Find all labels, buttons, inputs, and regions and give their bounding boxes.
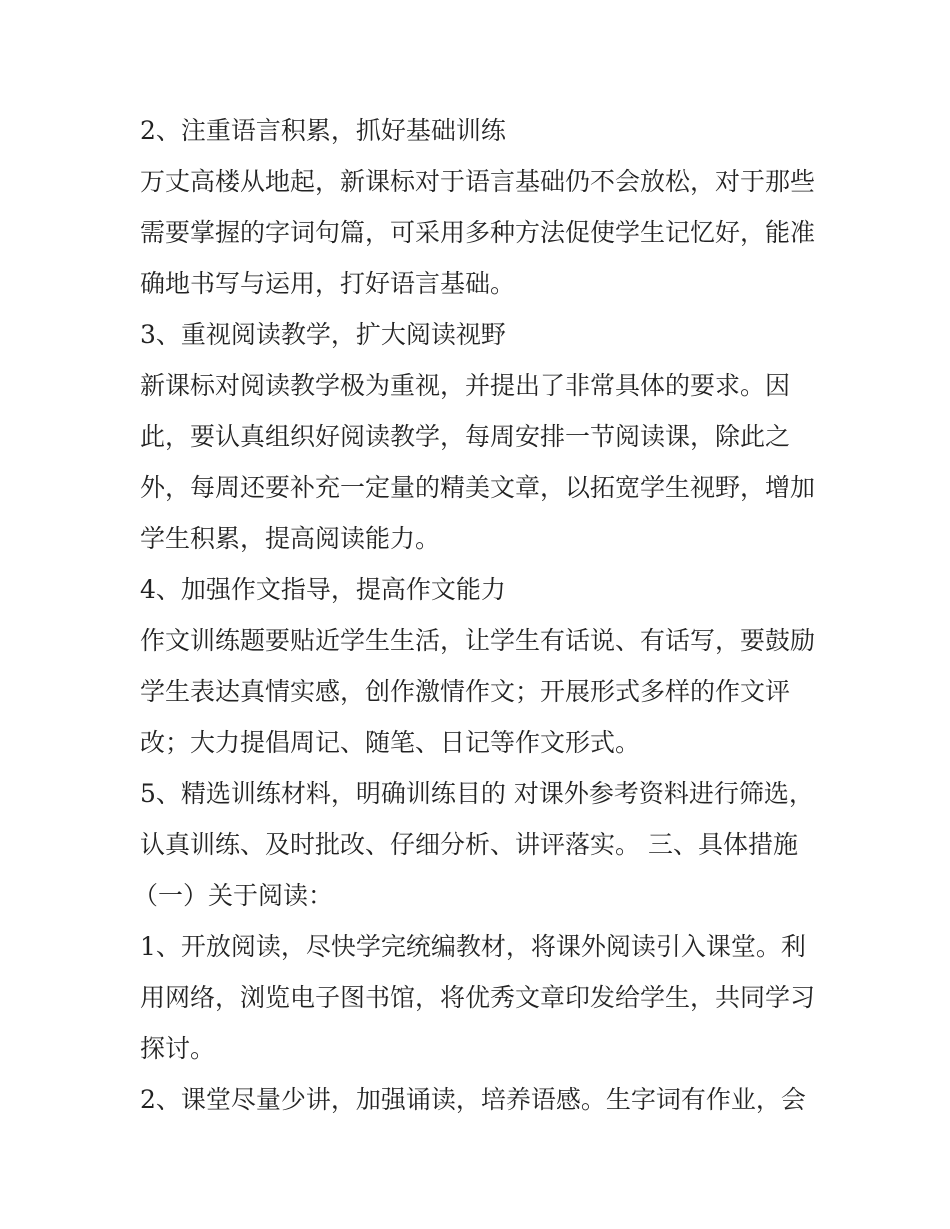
section-heading-4: 4、加强作文指导，提高作文能力 (140, 575, 506, 604)
section-heading-2: 2、注重语言积累，抓好基础训练 (140, 116, 506, 145)
list-item-line: 探讨。 (140, 1034, 216, 1063)
list-item-line: 2、课堂尽量少讲，加强诵读，培养语感。生字词有作业，会 (140, 1085, 806, 1114)
paragraph-line: 认真训练、及时批改、仔细分析、讲评落实。 三、具体措施 (140, 830, 798, 859)
paragraph-line: 作文训练题要贴近学生生活，让学生有话说、有话写，要鼓励 (140, 626, 816, 655)
list-item-line: 1、开放阅读，尽快学完统编教材，将课外阅读引入课堂。利 (140, 932, 806, 961)
paragraph-line: 学生表达真情实感，创作激情作文；开展形式多样的作文评 (140, 677, 791, 706)
paragraph-line: 学生积累，提高阅读能力。 (140, 524, 441, 553)
section-heading-3: 3、重视阅读教学，扩大阅读视野 (140, 320, 506, 349)
section-heading-5: 5、精选训练材料，明确训练目的 对课外参考资料进行筛选， (140, 779, 814, 808)
list-item-line: 用网络，浏览电子图书馆，将优秀文章印发给学生，共同学习 (140, 983, 816, 1012)
paragraph-line: 新课标对阅读教学极为重视，并提出了非常具体的要求。因 (140, 371, 791, 400)
paragraph-line: 确地书写与运用，打好语言基础。 (140, 269, 516, 298)
paragraph-line: 需要掌握的字词句篇，可采用多种方法促使学生记忆好，能准 (140, 218, 816, 247)
paragraph-line: 外，每周还要补充一定量的精美文章，以拓宽学生视野，增加 (140, 473, 816, 502)
paragraph-line: 此，要认真组织好阅读教学，每周安排一节阅读课，除此之 (140, 422, 791, 451)
paragraph-line: 万丈高楼从地起，新课标对于语言基础仍不会放松，对于那些 (140, 167, 816, 196)
subsection-heading: （一）关于阅读： (133, 881, 334, 910)
paragraph-line: 改；大力提倡周记、随笔、日记等作文形式。 (140, 728, 641, 757)
